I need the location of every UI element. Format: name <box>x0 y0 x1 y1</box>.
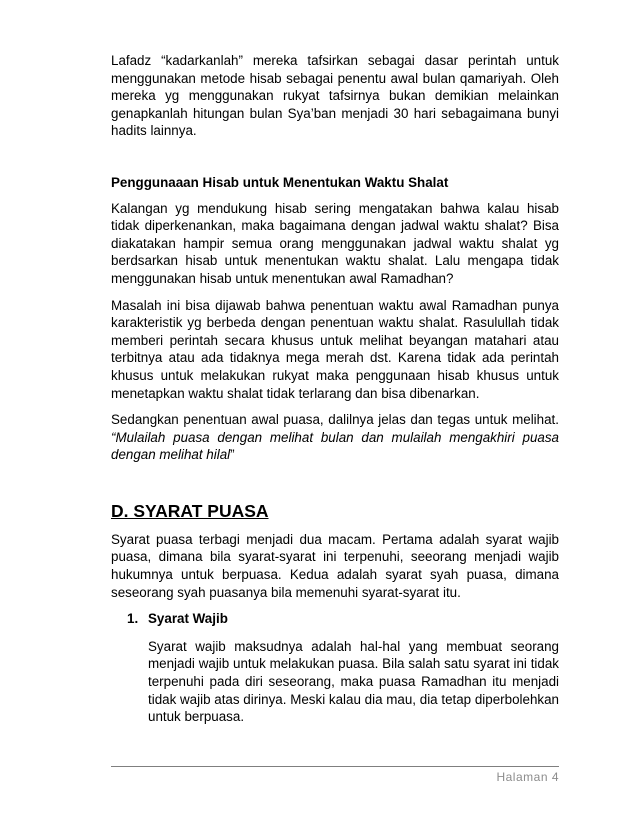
list-item-number: 1. <box>127 611 139 627</box>
list-item-title: Syarat Wajib <box>148 611 228 627</box>
quote-close: ” <box>230 447 235 463</box>
paragraph-awal-puasa-lead: Sedangkan penentuan awal puasa, dalilnya jelas dan tegas untuk melihat. <box>111 412 559 428</box>
section-paragraph: Syarat puasa terbagi menjadi dua macam. Pertama adalah syarat wajib puasa, dimana bila syarat-syarat ini terpenuhi, seeorang menjadi wajib hukumnya untuk berpuasa. Kedua adalah syarat syah puasa, dimana seseorang syah puasanya bila memenuhi syarat-syarat itu. <box>111 531 559 600</box>
hadith-quote: “Mulailah puasa dengan melihat bulan dan mulailah mengakhiri puasa dengan melihat hilal <box>111 429 559 463</box>
paragraph-awal-puasa <box>111 411 559 464</box>
intro-paragraph: Lafadz “kadarkanlah” mereka tafsirkan sebagai dasar perintah untuk menggunakan metode hisab sebagai penentu awal bulan qamariyah. Oleh mereka yg menggunakan rukyat tafsirnya bukan demikian melainkan genapkanlah hitungan bulan Sya’ban menjadi 30 hari sebagaimana bunyi hadits lainnya. <box>111 53 559 139</box>
list-item-syarat-wajib <box>127 610 559 726</box>
list-item-body: Syarat wajib maksudnya adalah hal-hal yang membuat seorang menjadi wajib untuk melakukan puasa. Bila salah satu syarat ini tidak terpenuhi pada diri seseorang, maka puasa Ramadhan itu menjadi tidak wajib atas dirinya. Meski kalau dia mau, dia tetap diperbolehkan untuk berpuasa. <box>148 638 559 725</box>
page-content <box>111 52 559 726</box>
footer-divider <box>111 766 559 767</box>
list-item-heading <box>127 610 559 628</box>
paragraph-answer: Masalah ini bisa dijawab bahwa penentuan waktu awal Ramadhan punya karakteristik yg berbeda dengan penentuan waktu shalat. Rasulullah tidak memberi perintah secara khusus untuk melihat beyangan matahari atau terbitnya atau ada tidaknya mega merah dst. Karena tidak ada perintah khusus untuk melakukan rukyat maka penggunaan hisab khusus untuk menetapkan waktu shalat tidak terlarang dan bisa dibenarkan. <box>111 297 559 401</box>
section-title-syarat-puasa: D. SYARAT PUASA <box>111 500 269 521</box>
subheading-hisab-waktu-shalat: Penggunaaan Hisab untuk Menentukan Waktu Shalat <box>111 174 449 190</box>
page-number: Halaman 4 <box>496 770 559 784</box>
paragraph-hisab-support: Kalangan yg mendukung hisab sering mengatakan bahwa kalau hisab tidak diperkenankan, maka bagaimana dengan jadwal waktu shalat? Bisa diakatakan hampir semua orang menggunakan jadwal waktu shalat yg berdsarkan hisab untuk menentukan waktu shalat. Lalu mengapa tidak menggunakan hisab untuk menentukan awal Ramadhan? <box>111 200 559 286</box>
